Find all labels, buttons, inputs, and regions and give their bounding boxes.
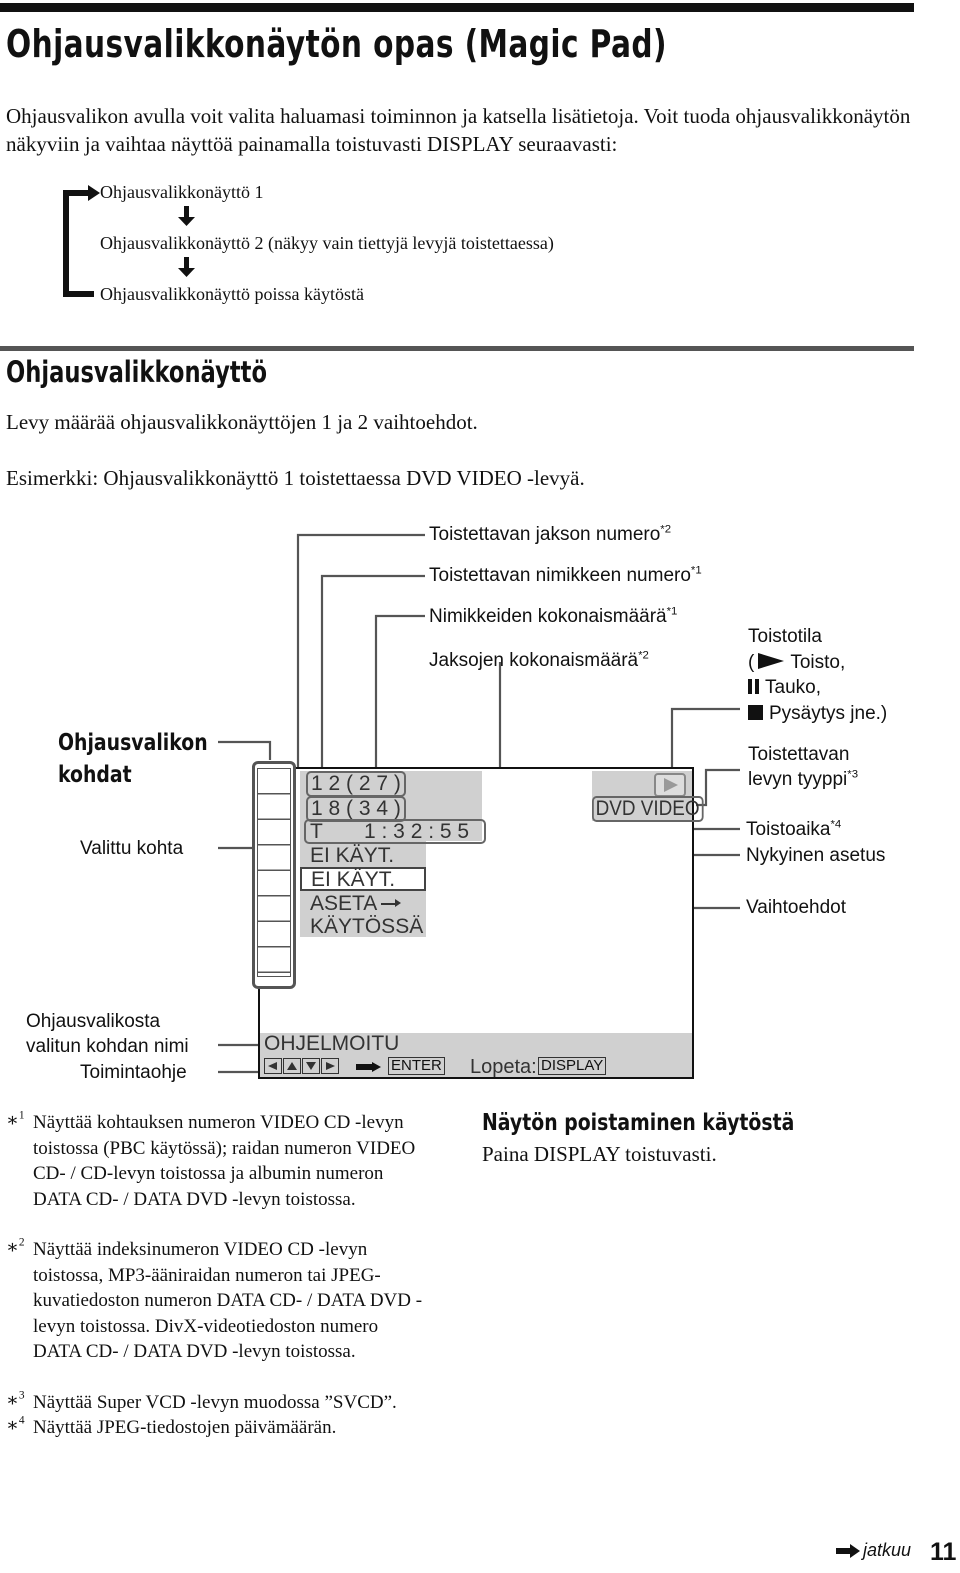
osd-option-1: EI KÄYT. xyxy=(311,868,396,891)
osd-play-state xyxy=(654,773,686,797)
callout-options: Vaihtoehdot xyxy=(746,897,847,918)
callout-item-name-2: valitun kohdan nimi xyxy=(26,1036,189,1057)
up-key-icon xyxy=(283,1058,301,1074)
osd-disc-type: DVD VIDEO xyxy=(592,796,703,822)
osd-current-setting: EI KÄYT. xyxy=(310,844,395,867)
osd-display-key: DISPLAY xyxy=(538,1057,606,1075)
pause-icon xyxy=(748,679,752,694)
callout-disc-type-1: Toistettavan xyxy=(748,744,850,765)
remove-text: Paina DISPLAY toistuvasti. xyxy=(482,1142,717,1166)
continues-text: jatkuu xyxy=(863,1540,912,1560)
page-title: Ohjausvalikkonäytön opas (Magic Pad) xyxy=(6,22,667,66)
osd-nav-keys xyxy=(264,1058,339,1074)
menu-icon-slots xyxy=(257,768,291,977)
callout-disc-type-2: levyn tyyppi$^{*3}$ xyxy=(748,768,859,790)
footnote-1: Näyttää kohtauksen numeron VIDEO CD -levyn toistossa (PBC käytössä); raidan numeron VIDEO CD- / CD-levyn toistossa ja albumin numeron DATA CD- / DATA DVD -levyn toistossa. xyxy=(33,1112,416,1210)
osd-time: 1 : 3 2 : 5 5 xyxy=(364,820,470,843)
play-icon xyxy=(758,653,784,669)
callout-menu-items-2: kohdat xyxy=(58,762,132,788)
callout-menu-items-1: Ohjausvalikon xyxy=(58,730,208,756)
section-heading: Ohjausvalikkonäyttö xyxy=(6,355,268,389)
footnote-3-mark: ∗$^3$ xyxy=(6,1389,25,1411)
down-key-icon xyxy=(302,1058,320,1074)
callout-chapters-total: Jaksojen kokonaismäärä$^{*2}$ xyxy=(429,649,649,671)
callout-playstate-pause: Tauko, xyxy=(748,677,821,699)
callout-selected-item: Valittu kohta xyxy=(80,838,184,859)
osd-option-2b: KÄYTÖSSÄ xyxy=(310,915,424,938)
section-text-1: Levy määrää ohjausvalikkonäyttöjen 1 ja 2 vaihtoehdot. xyxy=(6,410,478,434)
footnote-4: Näyttää JPEG-tiedostojen päivämäärän. xyxy=(33,1417,337,1438)
osd-item-name: OHJELMOITU xyxy=(264,1032,400,1055)
stop-icon xyxy=(748,705,763,720)
osd-enter-key: ENTER xyxy=(388,1057,445,1075)
intro-text: Ohjausvalikon avulla voit valita haluamasi toiminnon ja katsella lisätietoja. Voit tuoda ohjausvalikkonäytön näkyviin ja vaihtaa näyttöä painamalla toistuvasti DISPLAY seuraavasti: xyxy=(6,104,911,156)
osd-option-2[interactable]: ASETA xyxy=(310,893,401,915)
section-text-2: Esimerkki: Ohjausvalikkonäyttö 1 toistettaessa DVD VIDEO -levyä. xyxy=(6,466,585,490)
osd-play-icon xyxy=(664,778,678,792)
osd-screen xyxy=(258,767,700,1079)
callout-title-number: Toistettavan nimikkeen numero$^{*1}$ xyxy=(429,564,702,586)
callout-current-setting: Nykyinen asetus xyxy=(746,845,886,866)
callout-item-name-1: Ohjausvalikosta xyxy=(26,1011,161,1032)
footnote-1-mark: ∗$^1$ xyxy=(6,1109,25,1131)
osd-time-prefix: T xyxy=(310,820,323,843)
footnote-3: Näyttää Super VCD -levyn muodossa ”SVCD”. xyxy=(33,1392,397,1413)
remove-heading: Näytön poistaminen käytöstä xyxy=(482,1110,795,1136)
footnote-2-mark: ∗$^2$ xyxy=(6,1236,25,1258)
callout-titles-total: Nimikkeiden kokonaismäärä$^{*1}$ xyxy=(429,605,678,627)
footnote-2: Näyttää indeksinumeron VIDEO CD -levyn toistossa, MP3-ääniraidan numeron tai JPEG-kuvatiedoston numeron DATA CD- / DATA DVD -levyn toistossa. DivX-videotiedoston numero DATA CD- / DATA DVD -levyn toistossa. xyxy=(33,1239,423,1362)
cycle-item-1: Ohjausvalikkonäyttö 1 xyxy=(100,182,264,202)
callout-playstate-play: ( Toisto, xyxy=(748,652,846,673)
callout-play-time: Toistoaika$^{*4}$ xyxy=(746,818,842,840)
cycle-item-2: Ohjausvalikkonäyttö 2 (näkyy vain tiettyjä levyjä toistettaessa) xyxy=(100,233,554,253)
callout-playstate-stop: Pysäytys jne.) xyxy=(748,703,887,725)
left-key-icon xyxy=(264,1058,282,1074)
osd-quit-label: Lopeta: xyxy=(470,1056,537,1078)
callout-chapter-number: Toistettavan jakson numero$^{*2}$ xyxy=(429,523,672,545)
continues-arrow-icon xyxy=(836,1548,850,1554)
continues-indicator xyxy=(836,1540,911,1561)
osd-title-chapter-total: 1 8 ( 3 4 ) xyxy=(306,796,406,822)
osd-arrow-icon xyxy=(356,1062,381,1080)
cycle-item-3: Ohjausvalikkonäyttö poissa käytöstä xyxy=(100,284,364,304)
osd-title-chapter: 1 2 ( 2 7 ) xyxy=(306,771,406,797)
menu-icon-column xyxy=(252,761,296,989)
callout-operation-guide: Toimintaohje xyxy=(80,1062,187,1083)
osd-option-1-box[interactable] xyxy=(300,867,426,891)
right-arrow-icon xyxy=(381,903,395,905)
page-number: 11 xyxy=(930,1538,957,1566)
callout-playstate-title: Toistotila xyxy=(748,626,822,647)
footnote-4-mark: ∗$^4$ xyxy=(6,1414,25,1436)
right-key-icon xyxy=(321,1058,339,1074)
